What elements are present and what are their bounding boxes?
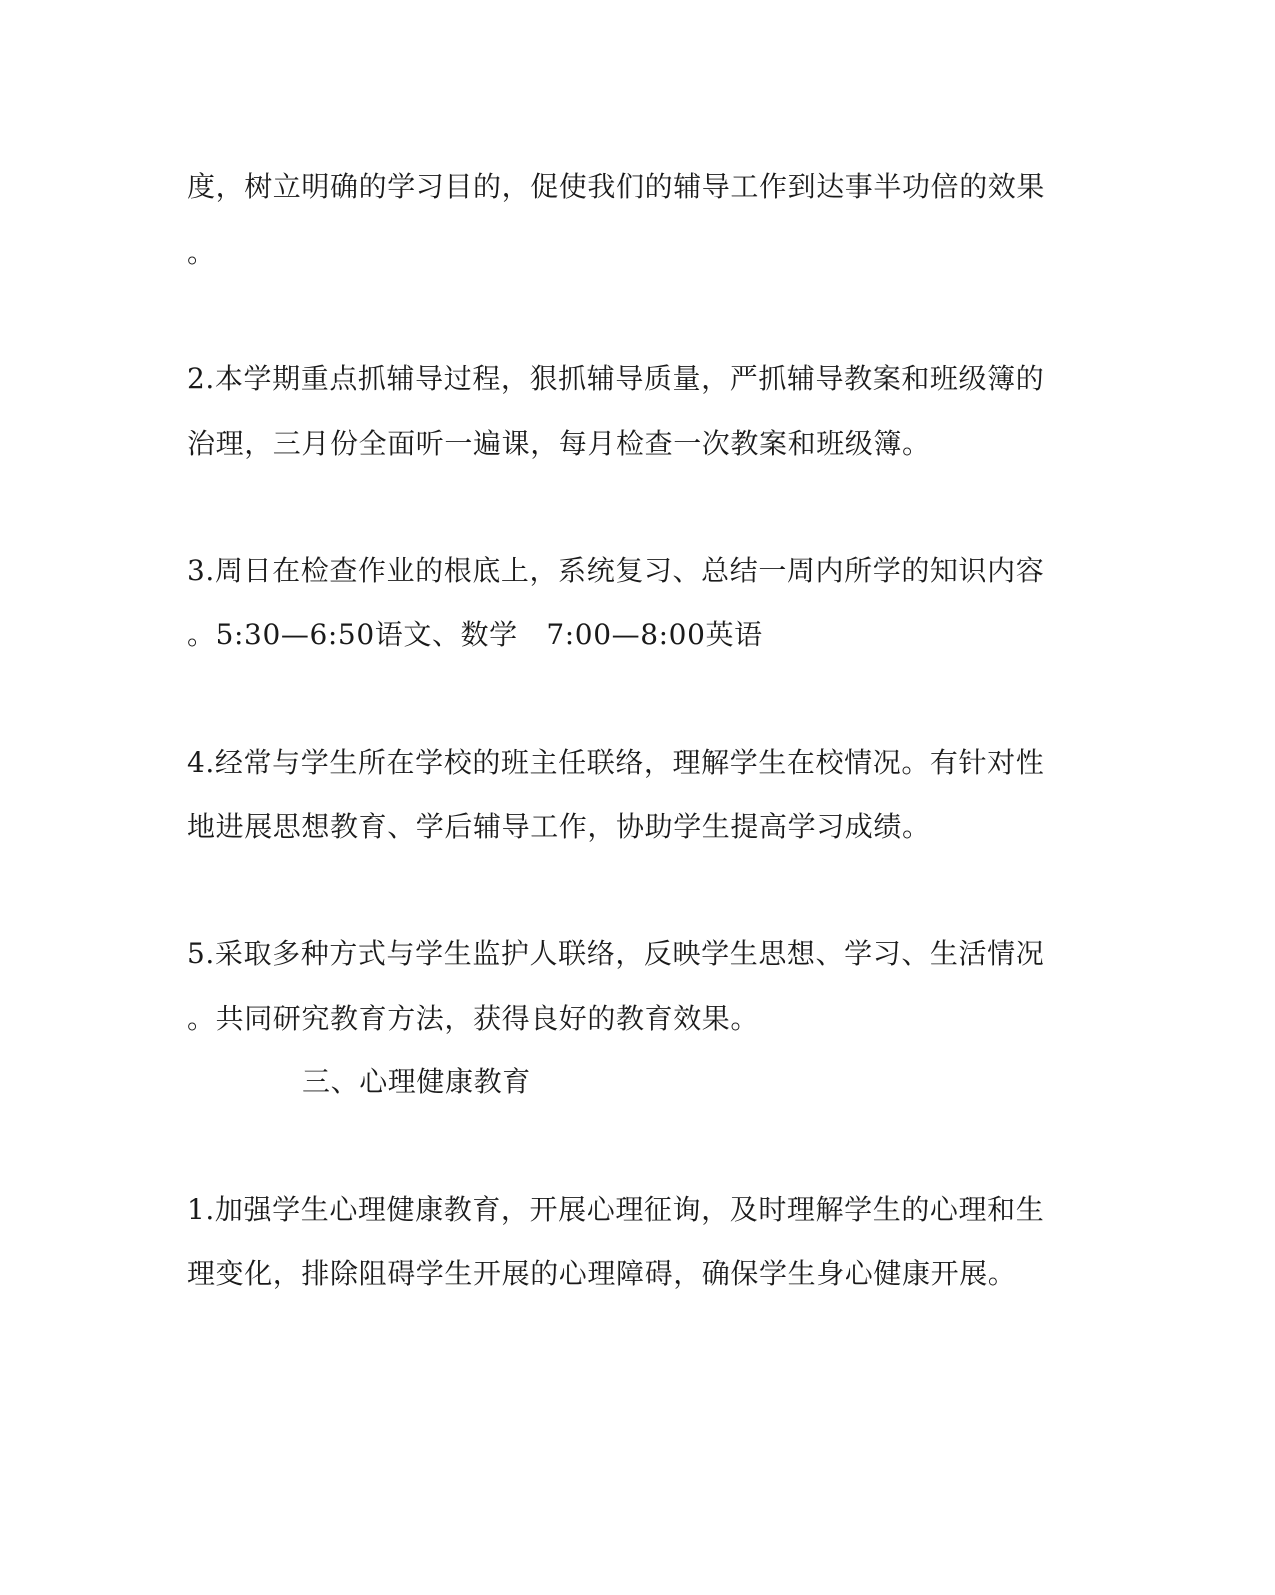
- paragraph-line: 。: [187, 236, 216, 269]
- paragraph-line: 。5:30—6:50语文、数学 7:00—8:00英语: [187, 618, 763, 651]
- paragraph-line: 1.加强学生心理健康教育，开展心理征询，及时理解学生的心理和生: [187, 1193, 1045, 1226]
- paragraph-line: 4.经常与学生所在学校的班主任联络，理解学生在校情况。有针对性: [187, 746, 1045, 779]
- paragraph-line: 度，树立明确的学习目的，促使我们的辅导工作到达事半功倍的效果: [187, 170, 1046, 203]
- paragraph-line: 治理，三月份全面听一遍课，每月检查一次教案和班级簿。: [187, 427, 931, 460]
- paragraph-line: 。共同研究教育方法，获得良好的教育效果。: [187, 1002, 760, 1035]
- paragraph-line: 3.周日在检查作业的根底上，系统复习、总结一周内所学的知识内容: [187, 554, 1045, 587]
- paragraph-line: 地进展思想教育、学后辅导工作，协助学生提高学习成绩。: [187, 810, 931, 843]
- paragraph-line: 2.本学期重点抓辅导过程，狠抓辅导质量，严抓辅导教案和班级簿的: [187, 362, 1045, 395]
- section-heading: 三、心理健康教育: [302, 1065, 531, 1098]
- paragraph-line: 理变化，排除阻碍学生开展的心理障碍，确保学生身心健康开展。: [187, 1257, 1017, 1290]
- paragraph-line: 5.采取多种方式与学生监护人联络，反映学生思想、学习、生活情况: [187, 937, 1045, 970]
